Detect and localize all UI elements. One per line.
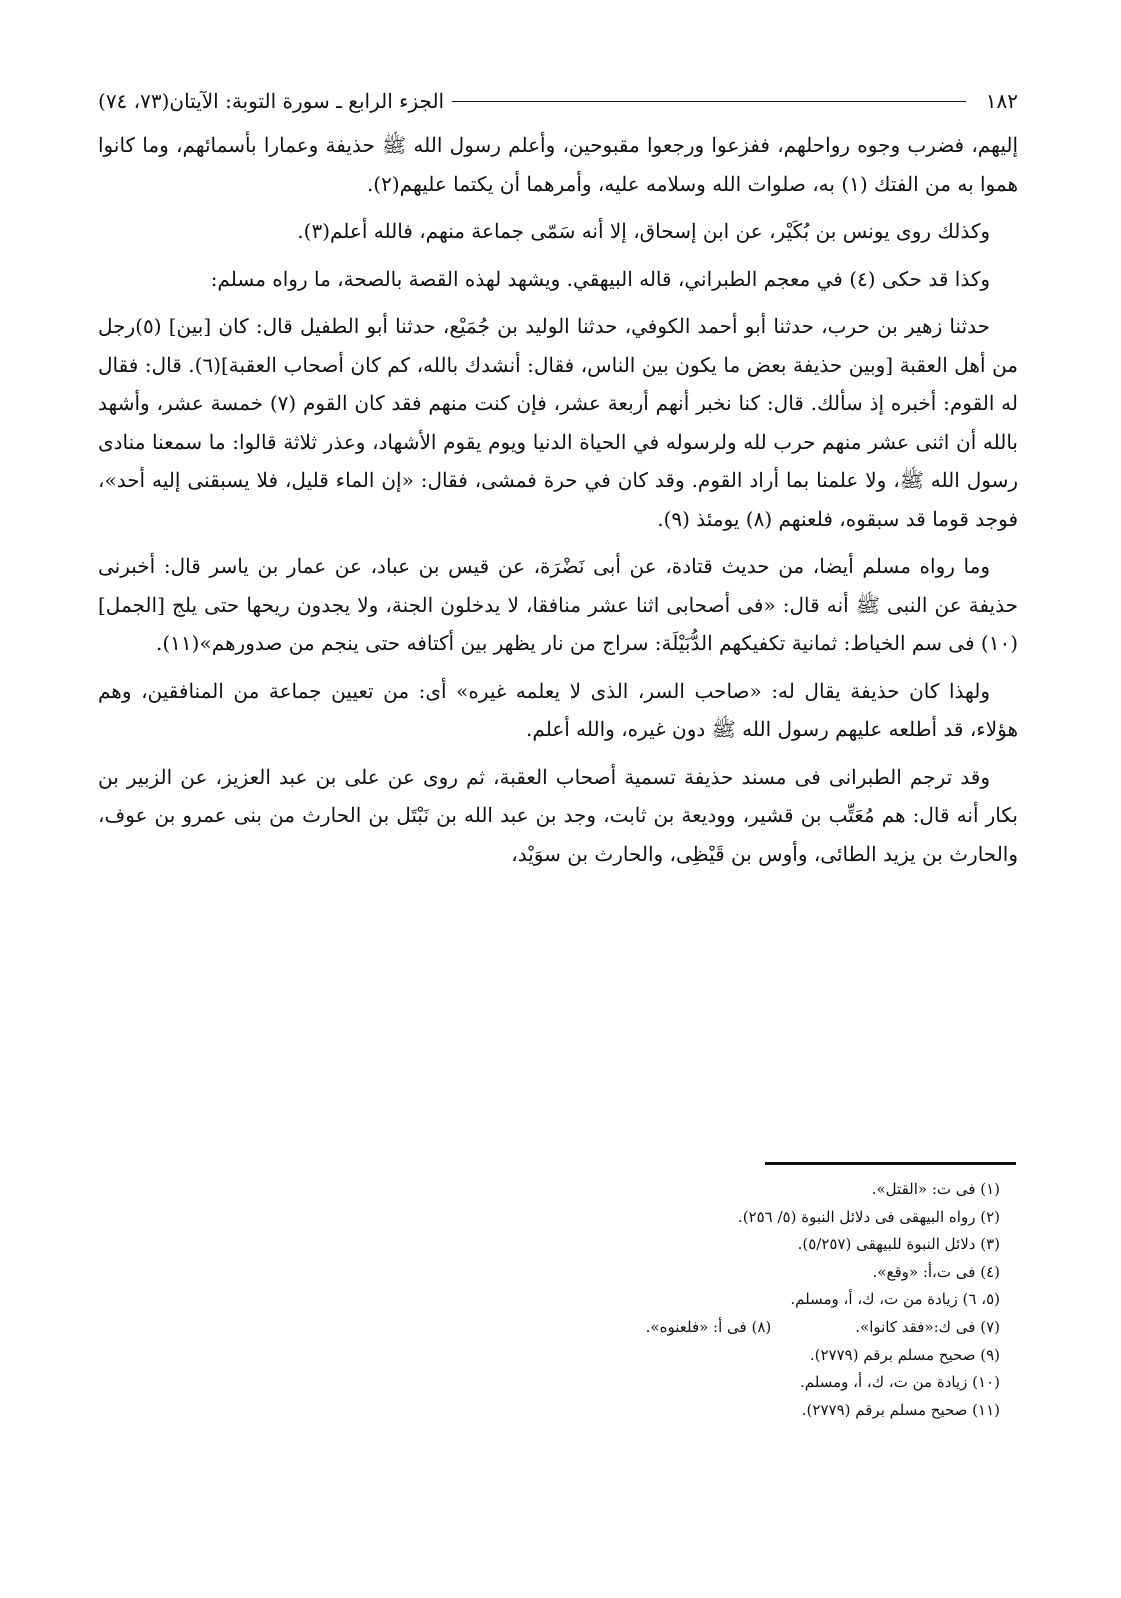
footnote: (١٠) زيادة من ت، ك، أ، ومسلم. (800, 1373, 1000, 1392)
footnote: (٣) دلائل النبوة للبيهقى (٥/٢٥٧). (797, 1235, 1000, 1254)
page-number: ١٨٢ (985, 89, 1018, 113)
paragraph-4: حدثنا زهير بن حرب، حدثنا أبو أحمد الكوفي، حدثنا الوليد بن جُمَيْع، حدثنا أبو الطفيل قال: كان [بين] (٥)رجل من أهل العقبة [وبين حذيفة بعض ما يكون بين الناس، فقال: أنشدك بالله، كم كان أصحاب العقبة](٦). قال: فقال له القوم: أخبره إذ سألك. قال: كنا نخبر أنهم أربعة عشر، فإن كنت منهم فقد كان القوم (٧) خمسة عشر، وأشهد بالله أن اثنى عشر منهم حرب لله ولرسوله في الحياة الدنيا ويوم يقوم الأشهاد، وعذر ثلاثة قالوا: ما سمعنا منادى رسول الله ﷺ، ولا علمنا بما أراد القوم. وقد كان في حرة فمشى، فقال: «إن الماء قليل، فلا يسبقنى إليه أحد»، فوجد قوما قد سبقوه، فلعنهم (٨) يومئذ (٩). (98, 314, 1019, 531)
footnote: (٤) فى ت،أ: «وقع». (872, 1262, 1000, 1281)
footnote: (١١) صحيح مسلم برقم (٢٧٧٩). (801, 1400, 1000, 1419)
footnote: (٥، ٦) زيادة من ت، ك، أ، ومسلم. (790, 1290, 1000, 1309)
paragraph-3: وكذا قد حكى (٤) في معجم الطبراني، قاله البيهقي. ويشهد لهذه القصة بالصحة، ما رواه مسلم: (210, 266, 990, 291)
paragraph-1: إليهم، فضرب وجوه رواحلهم، ففزعوا ورجعوا مقبوحين، وأعلم رسول الله ﷺ حذيفة وعمارا بأسمائهم، وما كانوا هموا به من الفتك (١) به، صلوات الله وسلامه عليه، وأمرهما أن يكتما عليهم(٢). (98, 133, 1018, 196)
paragraph-7: وقد ترجم الطبرانى فى مسند حذيفة تسمية أصحاب العقبة، ثم روى عن على بن عبد العزيز، عن الزبير بن بكار أنه قال: هم مُعَتِّب بن قشير، ووديعة بن ثابت، وجد بن عبد الله بن نَبْتَل بن الحارث من بنى عمرو بن عوف، والحارث بن يزيد الطائى، وأوس بن قَيْظِى، والحارث بن سوَيْد، (98, 764, 1018, 866)
footnote: (٢) رواه البيهقى فى دلائل النبوة (٥/ ٢٥٦). (737, 1207, 1000, 1226)
running-header (98, 84, 1018, 118)
footnote-divider (765, 1162, 1016, 1165)
footnote: (١) فى ت: «القتل». (871, 1180, 1000, 1198)
footnote: (٧) فى ك:«فقد كانوا». (855, 1317, 1000, 1336)
footnote: (٨) فى أ: «فلعنوه». (645, 1317, 772, 1336)
footnotes (360, 1176, 1000, 1424)
footnote-row (360, 1314, 1000, 1342)
paragraph-2: وكذلك روى يونس بن بُكَيْر، عن ابن إسحاق، إلا أنه سَمّى جماعة منهم، فالله أعلم(٣). (297, 219, 990, 243)
paragraph-5: وما رواه مسلم أيضا، من حديث قتادة، عن أبى نَضْرَة، عن قيس بن عباد، عن عمار بن ياسر قال: أخبرنى حذيفة عن النبى ﷺ أنه قال: «فى أصحابى اثنا عشر منافقا، لا يدخلون الجنة، ولا يجدون ريحها حتى يلج [الجمل](١٠) فى سم الخياط: ثمانية تكفيكهم الدُّبَيْلَة: سراج من نار يظهر بين أكتافه حتى ينجم من صدورهم»(١١). (98, 554, 1018, 655)
body-text (98, 126, 1018, 882)
footnote: (٩) صحيح مسلم برقم (٢٧٧٩). (809, 1345, 1000, 1364)
paragraph-6: ولهذا كان حذيفة يقال له: «صاحب السر، الذى لا يعلمه غيره» أى: من تعيين جماعة من المنافقين، وهم هؤلاء، قد أطلعه عليهم رسول الله ﷺ دون غيره، والله أعلم. (98, 678, 1018, 741)
header-rule (452, 101, 966, 102)
header-title: الجزء الرابع ـ سورة التوبة: الآيتان(٧٣، ٧٤) (98, 89, 445, 113)
